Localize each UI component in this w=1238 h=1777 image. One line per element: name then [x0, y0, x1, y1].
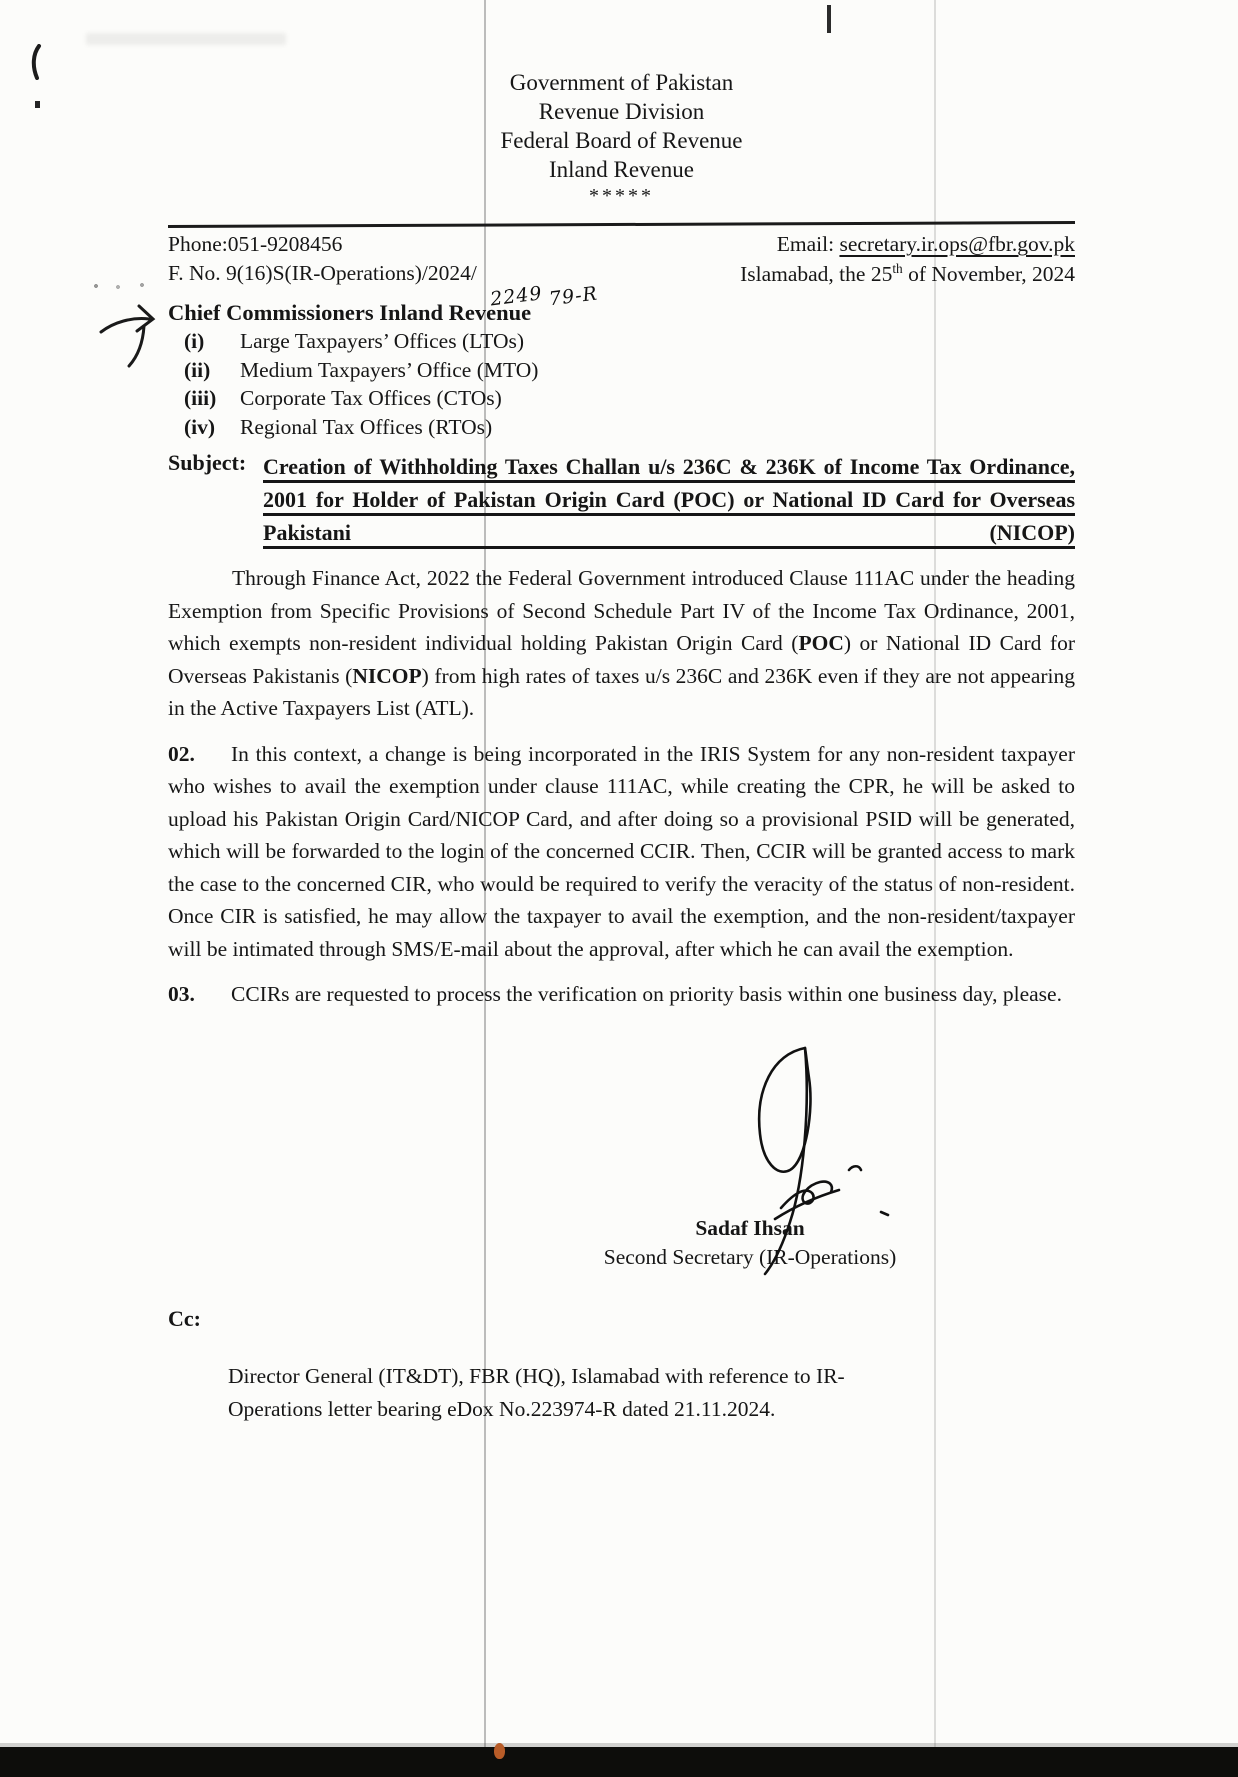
signature-block	[583, 1214, 917, 1272]
paragraph-1-text: Through Finance Act, 2022 the Federal Government introduced Clause 111AC under the heading Exemption from Specific Provisions of Second Schedule Part IV of the Income Tax Ordinance, 2001, which exempts non-resident individual holding Pakistan Origin Card (	[168, 566, 1075, 656]
paragraph-3-text: CCIRs are requested to process the verification on priority basis within one business day, please.	[231, 982, 1062, 1007]
list-item-number: (i)	[184, 329, 205, 354]
subject-row	[168, 450, 1075, 549]
reference-row	[168, 261, 1075, 311]
email-address: secretary.ir.ops@fbr.gov.pk	[839, 232, 1075, 256]
cc-text: Director General (IT&DT), FBR (HQ), Islamabad with reference to IR-Operations letter bearing eDox No.223974-R dated 21.11.2024.	[228, 1363, 845, 1421]
org-government: Government of Pakistan	[509, 70, 734, 95]
paragraph-3	[168, 978, 1075, 1011]
list-item-number: (ii)	[184, 357, 211, 382]
list-item-number: (iv)	[184, 414, 216, 439]
scan-noise-dots	[92, 283, 152, 289]
scan-speck	[494, 1743, 505, 1759]
letter-content	[168, 0, 1075, 1426]
handwritten-number-part2: 79-R	[547, 282, 600, 311]
nicop-abbreviation: NICOP	[352, 663, 422, 688]
letterhead	[168, 68, 1075, 208]
date-prefix: Islamabad, the 25	[740, 262, 893, 287]
addressee-block	[168, 299, 1075, 441]
list-item-number: (iii)	[184, 386, 217, 411]
list-item	[168, 413, 1075, 442]
paragraph-2	[168, 738, 1075, 966]
handwritten-arrow-icon	[98, 300, 162, 370]
addressee-heading: Chief Commissioners Inland Revenue	[168, 300, 532, 326]
org-wing: Inland Revenue	[549, 157, 694, 182]
handwritten-number-part1: 2249	[489, 282, 544, 311]
list-item-label: Large Taxpayers’ Offices (LTOs)	[240, 329, 525, 354]
subject-text: Creation of Withholding Taxes Challan u/s 236C & 236K of Income Tax Ordinance, 2001 for Holder of Pakistan Origin Card (POC) or National ID Card for Overseas Pakistani (NICOP)	[263, 454, 1075, 546]
signatory-title: Second Secretary (IR-Operations)	[603, 1244, 897, 1269]
signatory-name: Sadaf Ihsan	[695, 1215, 805, 1240]
phone-number: Phone:051-9208456	[168, 232, 343, 256]
subject-label: Subject:	[168, 450, 247, 476]
list-item	[168, 356, 1075, 385]
poc-abbreviation: POC	[798, 631, 844, 656]
scanner-edge-bar	[0, 1747, 1238, 1777]
org-division: Revenue Division	[538, 99, 705, 124]
pen-paren-mark	[28, 44, 44, 80]
cc-label: Cc:	[168, 1305, 201, 1331]
paragraph-1	[168, 562, 1075, 725]
place-date	[740, 261, 1075, 287]
star-separator: *****	[589, 185, 654, 207]
list-item-label: Medium Taxpayers’ Office (MTO)	[240, 357, 539, 382]
horizontal-rule	[168, 221, 1075, 228]
paragraph-1-text: ) from high rates of taxes u/s 236C and 236K even if they are not appearing in the Active Taxpayers List (ATL).	[168, 663, 1076, 721]
date-suffix: of November, 2024	[902, 262, 1075, 287]
email-line	[777, 232, 1075, 257]
list-item-label: Corporate Tax Offices (CTOs)	[240, 386, 502, 411]
paragraph-number: 03.	[168, 982, 195, 1007]
paragraph-1-text: ) or National ID Card for Overseas Pakistanis (	[168, 631, 1075, 688]
date-ordinal-superscript: th	[892, 261, 903, 276]
paragraph-number: 02.	[168, 741, 195, 766]
email-label: Email:	[776, 232, 840, 256]
pen-dot-mark	[35, 101, 40, 108]
list-item-label: Regional Tax Offices (RTOs)	[240, 414, 493, 439]
paragraph-2-text: In this context, a change is being incorporated in the IRIS System for any non-resident taxpayer who wishes to avail the exemption under clause 111AC, while creating the CPR, he will be asked to upload his Pakistan Origin Card/NICOP Card, and after doing so a provisional PSID will be generated, which will be forwarded to the login of the concerned CCIR. Then, CCIR will be granted access to mark the case to the concerned CIR, who would be required to verify the veracity of the status of non-resident. Once CIR is satisfied, he may allow the taxpayer to avail the exemption, and the non-resident/taxpayer will be intimated through SMS/E-mail about the approval, after which he can avail the exemption.	[168, 741, 1075, 961]
file-number: F. No. 9(16)S(IR-Operations)/2024/	[168, 261, 477, 285]
list-item	[168, 327, 1075, 356]
org-board: Federal Board of Revenue	[500, 128, 743, 153]
contact-row	[168, 232, 1075, 257]
list-item	[168, 384, 1075, 413]
